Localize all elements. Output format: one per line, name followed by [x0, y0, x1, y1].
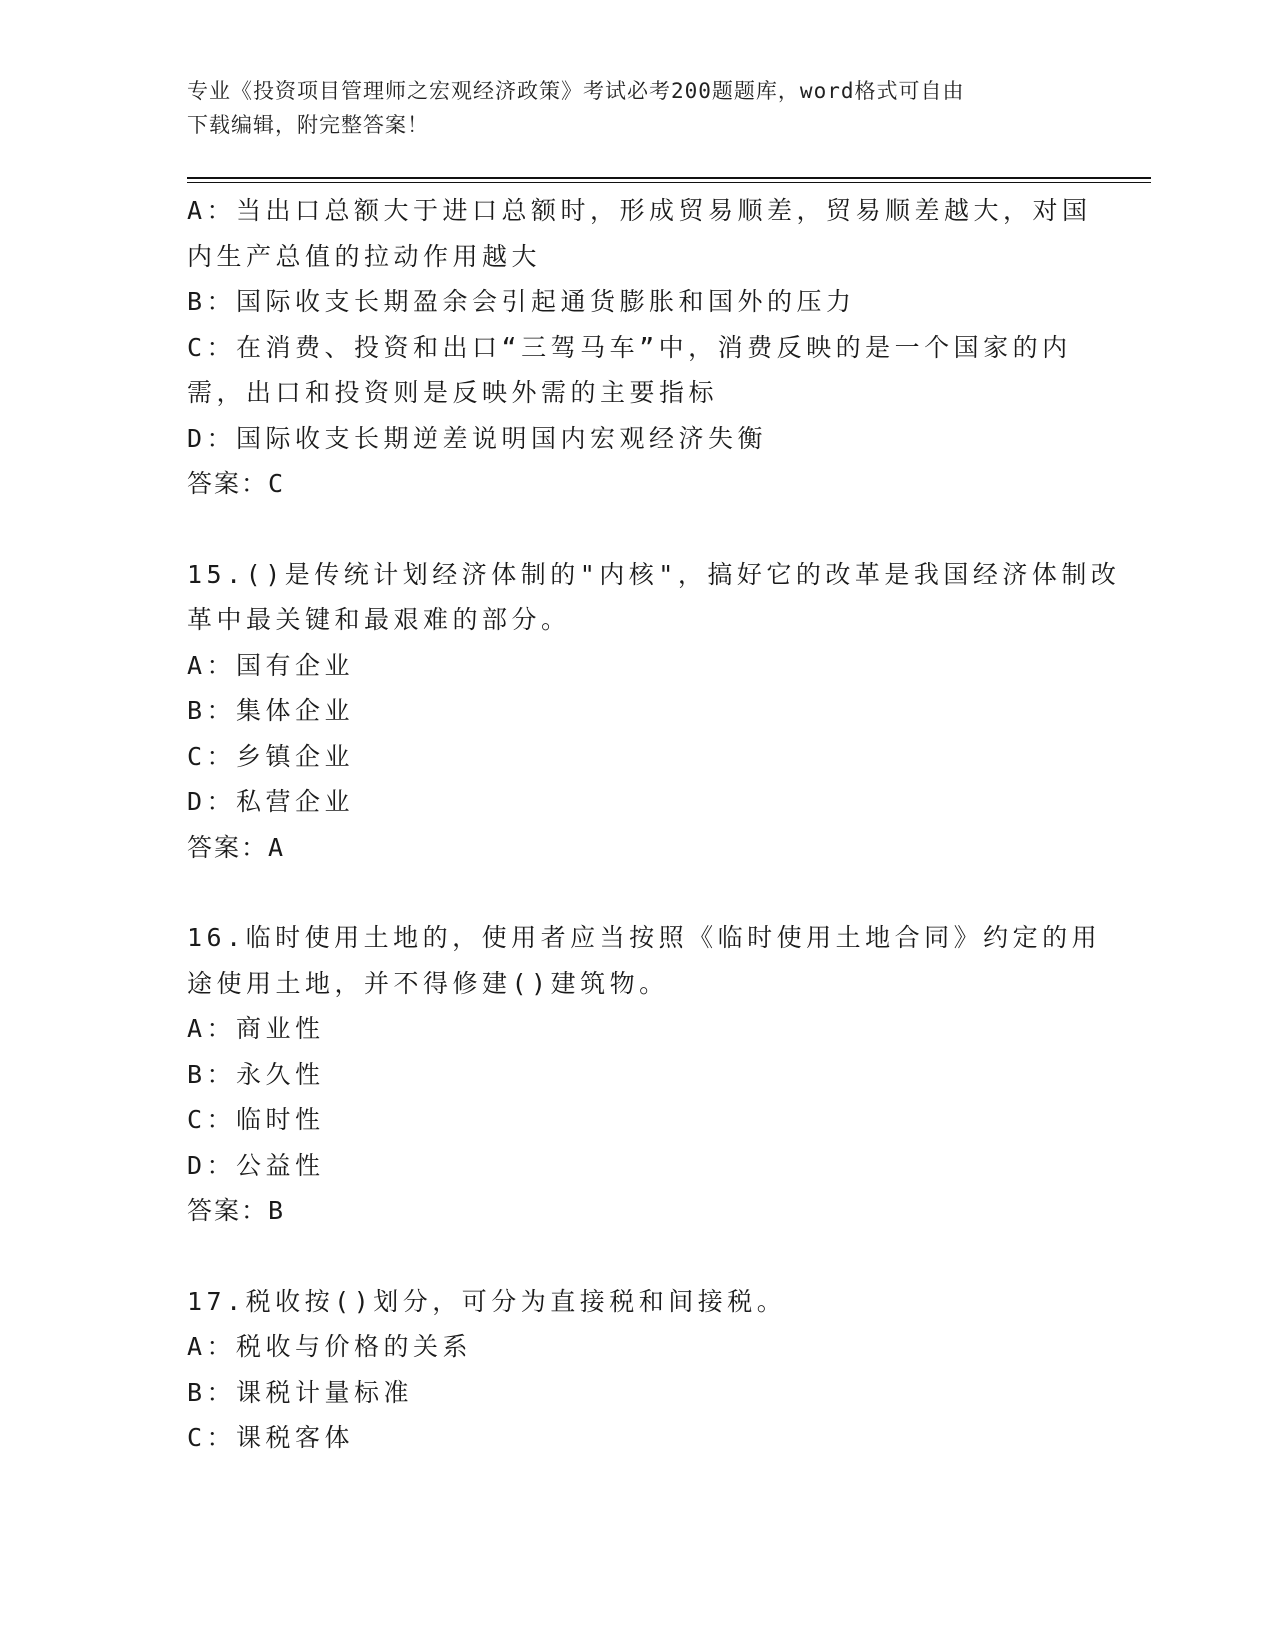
header-divider [187, 177, 1151, 183]
option-a: A：商业性 [187, 1014, 325, 1043]
question-15 [187, 552, 1121, 871]
answer: 答案：A [187, 832, 286, 862]
header-line-2: 下载编辑，附完整答案！ [187, 113, 429, 137]
spacer [187, 1234, 1087, 1279]
question-14 [187, 188, 1092, 507]
answer: 答案：C [187, 469, 286, 498]
question-stem-line-1: 15.()是传统计划经济体制的"内核"，搞好它的改革是我国经济体制改 [187, 559, 1121, 589]
option-a: A：税收与价格的关系 [187, 1332, 473, 1361]
option-c: C：乡镇企业 [187, 741, 355, 771]
spacer [187, 507, 1087, 552]
answer: 答案：B [187, 1196, 286, 1225]
option-c-line-2: 需，出口和投资则是反映外需的主要指标 [187, 378, 719, 407]
option-a: A：国有企业 [187, 650, 355, 680]
question-16 [187, 915, 1102, 1234]
question-stem: 17.税收按()划分，可分为直接税和间接税。 [187, 1286, 787, 1316]
option-b: B：国际收支长期盈余会引起通货膨胀和国外的压力 [187, 287, 856, 316]
option-d: D：公益性 [187, 1150, 325, 1180]
option-b: B：永久性 [187, 1059, 325, 1089]
question-17 [187, 1279, 1087, 1461]
option-c-line-1: C：在消费、投资和出口“三驾马车”中，消费反映的是一个国家的内 [187, 332, 1072, 362]
option-b: B：课税计量标准 [187, 1377, 414, 1407]
header-line-1: 专业《投资项目管理师之宏观经济政策》考试必考200题题库，word格式可自由 [187, 79, 965, 103]
spacer [187, 870, 1087, 915]
option-d: D：私营企业 [187, 787, 355, 816]
option-d: D：国际收支长期逆差说明国内宏观经济失衡 [187, 423, 768, 453]
document-header [187, 74, 1067, 142]
option-a-line-2: 内生产总值的拉动作用越大 [187, 241, 542, 271]
question-stem-line-2: 革中最关键和最艰难的部分。 [187, 605, 571, 634]
option-c: C：临时性 [187, 1105, 325, 1134]
option-b: B：集体企业 [187, 696, 355, 725]
option-a-line-1: A：当出口总额大于进口总额时，形成贸易顺差，贸易顺差越大，对国 [187, 196, 1092, 225]
question-list [187, 188, 1121, 1461]
option-c: C：课税客体 [187, 1423, 355, 1452]
question-stem-line-1: 16.临时使用土地的，使用者应当按照《临时使用土地合同》约定的用 [187, 923, 1102, 952]
question-stem-line-2: 途使用土地，并不得修建()建筑物。 [187, 968, 669, 998]
